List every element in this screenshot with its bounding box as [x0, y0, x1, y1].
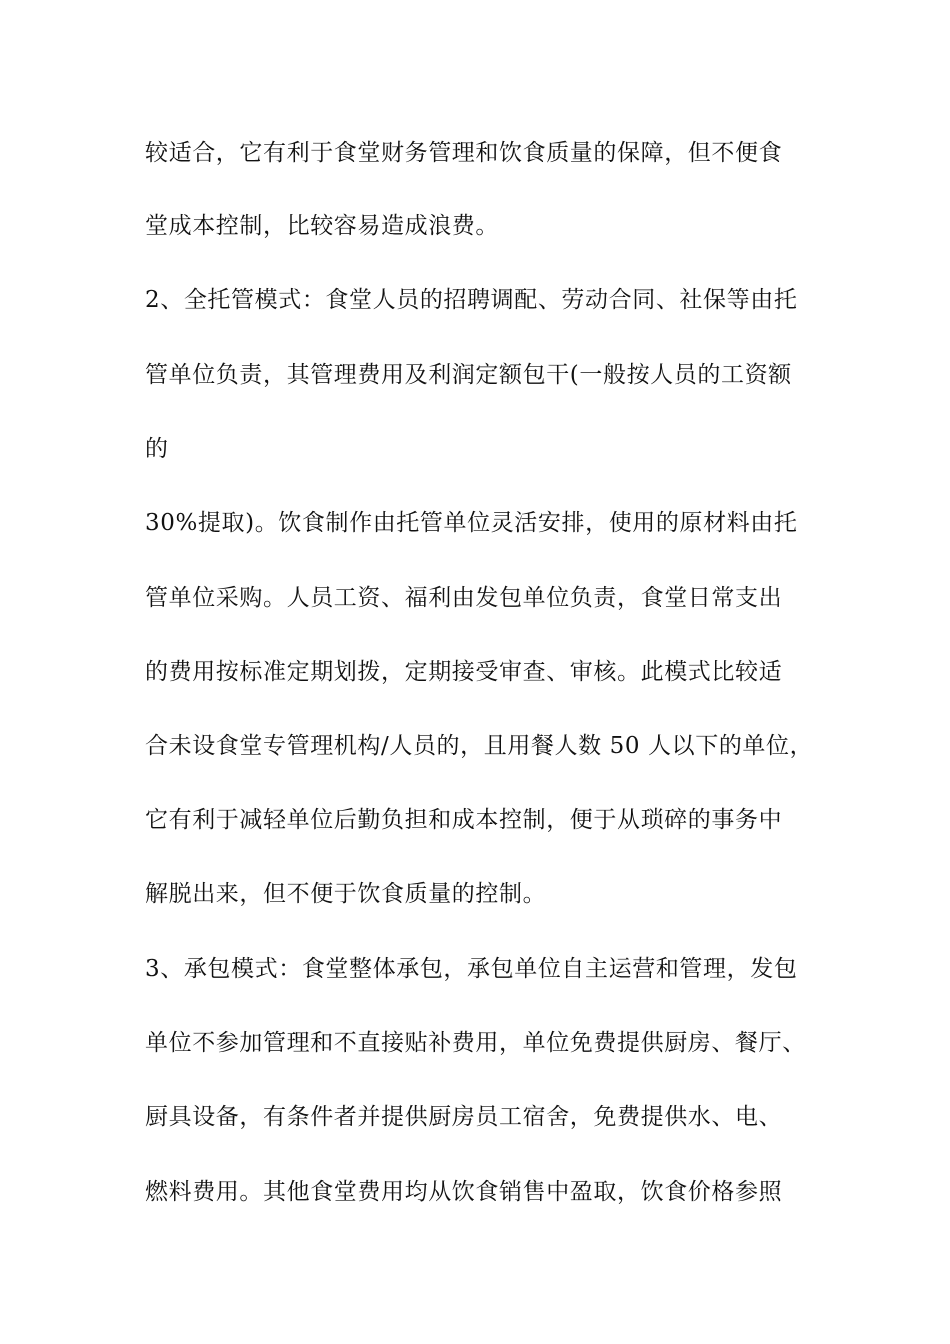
text-line: 管单位采购。人员工资、福利由发包单位负责，食堂日常支出 [145, 585, 783, 611]
text-line: 单位不参加管理和不直接贴补费用，单位免费提供厨房、餐厅、 [145, 1030, 806, 1056]
text-line: 燃料费用。其他食堂费用均从饮食销售中盈取，饮食价格参照 [145, 1179, 783, 1205]
text-line: 厨具设备，有条件者并提供厨房员工宿舍，免费提供水、电、 [145, 1104, 783, 1130]
text-line: 的费用按标准定期划拨，定期接受审查、审核。此模式比较适 [145, 659, 783, 685]
text-line: 的 [145, 436, 169, 462]
text-line: 解脱出来，但不便于饮食质量的控制。 [145, 881, 547, 907]
text-line: 管单位负责，其管理费用及利润定额包干(一般按人员的工资额 [145, 362, 792, 388]
text-line: 2、全托管模式：食堂人员的招聘调配、劳动合同、社保等由托 [145, 287, 798, 313]
text-line: 3、承包模式：食堂整体承包，承包单位自主运营和管理，发包 [145, 956, 798, 982]
text-line: 30%提取)。饮食制作由托管单位灵活安排，使用的原材料由托 [145, 510, 798, 536]
text-line: 堂成本控制，比较容易造成浪费。 [145, 213, 499, 239]
text-line: 合未设食堂专管理机构/人员的，且用餐人数 50 人以下的单位， [145, 733, 814, 759]
text-line: 较适合，它有利于食堂财务管理和饮食质量的保障，但不便食 [145, 140, 783, 166]
text-line: 它有利于减轻单位后勤负担和成本控制，便于从琐碎的事务中 [145, 807, 783, 833]
